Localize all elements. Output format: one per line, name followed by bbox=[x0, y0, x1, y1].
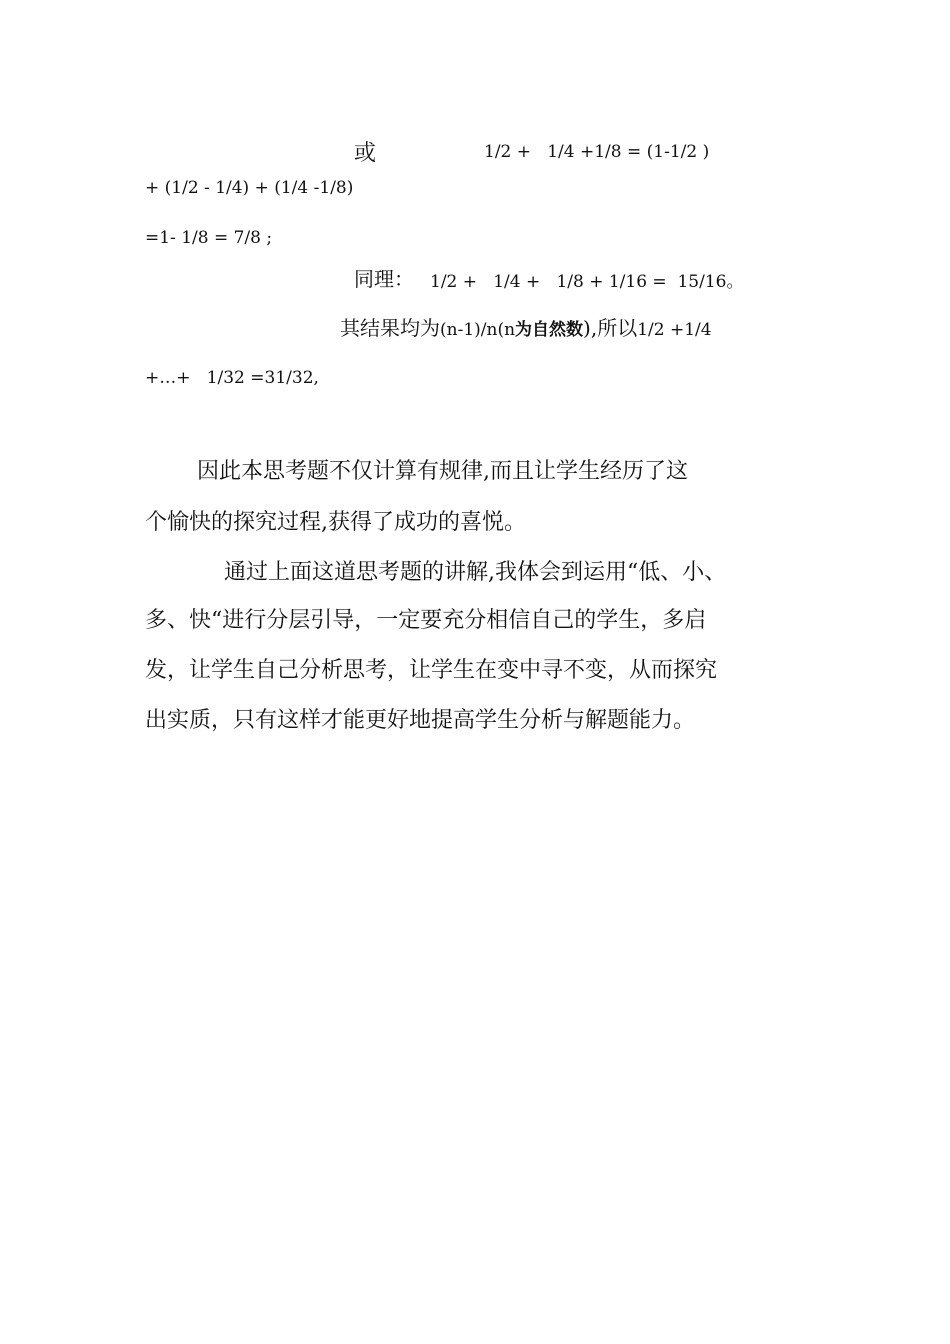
line-final-sum: +…+ 1/32 =31/32, bbox=[145, 368, 319, 388]
paragraph-2-line-3: 发，让学生自己分析思考，让学生在变中寻不变，从而探究 bbox=[145, 658, 718, 683]
line-or-label: 或 bbox=[354, 141, 377, 166]
paragraph-2-line-2: 多、快“进行分层引导，一定要充分相信自己的学生，多启 bbox=[145, 608, 707, 633]
conclusion-formula: (n-1)/n(n bbox=[440, 320, 516, 340]
line-conclusion bbox=[340, 312, 712, 341]
line-similarly-expression: 1/2 + 1/4 + 1/8 + 1/16 = 15/16。 bbox=[430, 272, 744, 292]
line-result: =1- 1/8 = 7/8 ; bbox=[145, 228, 273, 248]
line-similarly-label: 同理： bbox=[354, 267, 414, 291]
conclusion-text-a: 其结果均为 bbox=[340, 316, 440, 340]
conclusion-note: 为自然数 bbox=[515, 320, 584, 340]
paragraph-2-line-4: 出实质，只有这样才能更好地提高学生分析与解题能力。 bbox=[145, 708, 696, 733]
paragraph-2-line-1: 通过上面这道思考题的讲解,我体会到运用“低、小、 bbox=[224, 560, 727, 585]
line-or-expression: 1/2 + 1/4 +1/8 = (1-1/2 ) bbox=[484, 142, 710, 162]
line-continuation: + (1/2 - 1/4) + (1/4 -1/8) bbox=[145, 178, 354, 198]
conclusion-expression: 1/2 +1/4 bbox=[637, 320, 712, 340]
conclusion-text-d: ),所以 bbox=[583, 316, 638, 340]
paragraph-1-line-1: 因此本思考题不仅计算有规律,而且让学生经历了这 bbox=[197, 459, 688, 484]
paragraph-1-line-2: 个愉快的探究过程,获得了成功的喜悦。 bbox=[145, 510, 526, 535]
